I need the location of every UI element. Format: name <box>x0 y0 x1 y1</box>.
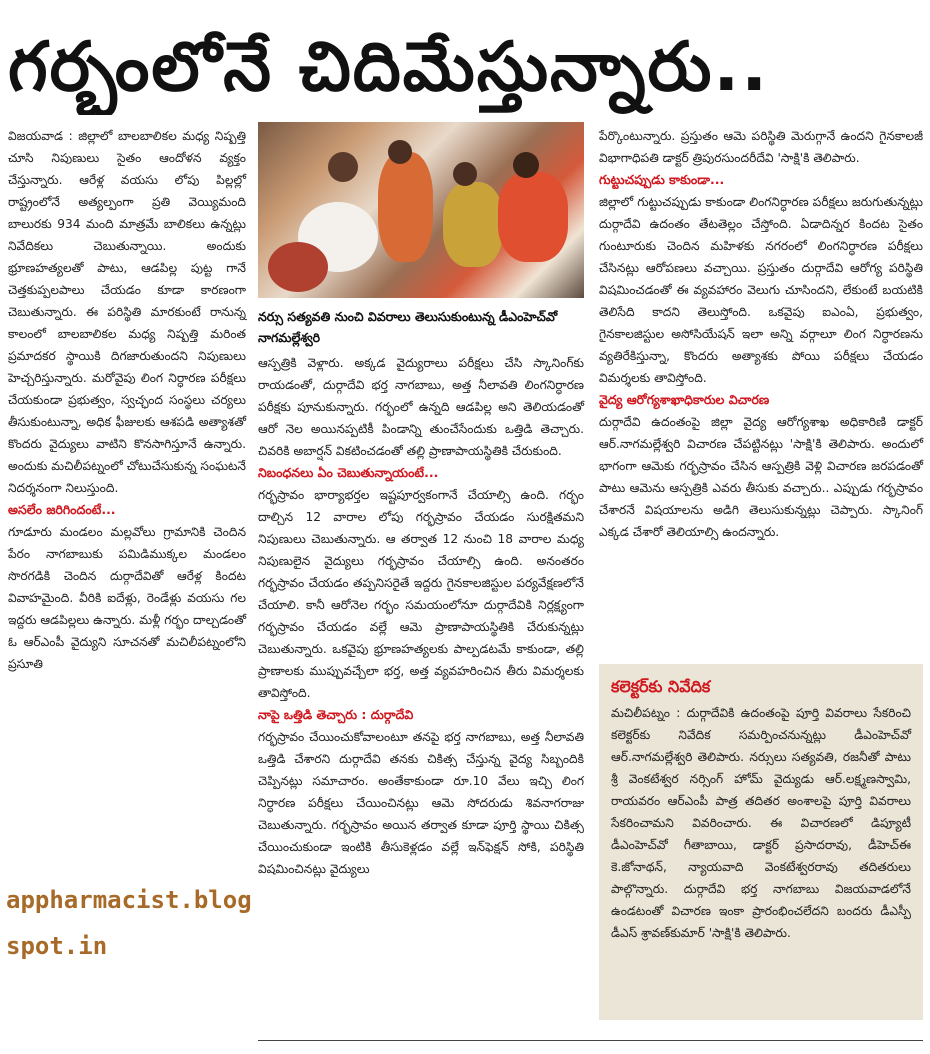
right-para-3: దుర్గాదేవి ఉదంతంపై జిల్లా వైద్య ఆరోగ్యశాఖ అధికారిణి డాక్టర్ ఆర్.నాగమల్లేశ్వరి విచారణ చేపట్టినట్లు 'సాక్షి'కి తెలిపారు. అందులో భాగంగా ఆమెకు గర్భస్రావం చేసిన ఆస్పత్రికి వెళ్లి విచారణ జరపడంతో పాటు ఆమెను ఆస్పత్రికి ఎవరు తీసుకు వచ్చారు.. ఎప్పుడు గర్భస్రావం చేశారనే విషయాలను అడిగి తెలుసుకున్నట్లు చెప్పారు. స్కానింగ్ ఎక్కడ చేశారో తెలియాల్సి ఉందన్నారు. <box>599 415 923 539</box>
news-photo <box>258 122 584 298</box>
middle-subhead-1: నిబంధనలు ఏం చెబుతున్నాయంటే... <box>258 465 439 480</box>
middle-para-1: ఆస్పత్రికి వెళ్లారు. అక్కడ వైద్యురాలు పరీక్షలు చేసి స్కానింగ్‌కు రాయడంతో, దుర్గాదేవి భర్త నాగబాబు, అత్త నీలావతి లింగనిర్ధారణ పరీక్షకు పూనుకున్నారు. గర్భంలో ఉన్నది ఆడపిల్ల అని తెలియడంతో ఆరో నెల అయినప్పటికీ పిండాన్ని తుంచేసేందుకు ఒత్తిడి తెచ్చారు. చివరికి అబార్షన్ వికటించడంతో తల్లి ప్రాణాపాయస్థితికి చేరుకుంది. <box>258 356 584 458</box>
photo-caption: నర్సు సత్యవతి నుంచి వివరాలు తెలుసుకుంటున్న డీఎంహెచ్‌వో నాగమల్లేశ్వరి <box>258 309 558 345</box>
right-para-1: పేర్కొంటున్నారు. ప్రస్తుతం ఆమె పరిస్థితి మెరుగ్గానే ఉందని గైనకాలజీ విభాగాధిపతి డాక్టర్ త్రిపురసుందరీదేవి 'సాక్షి'కి తెలిపారు. <box>599 129 923 165</box>
right-column <box>599 125 923 543</box>
bottom-rule <box>258 1040 923 1041</box>
right-subhead-1: గుట్టుచప్పుడు కాకుండా... <box>599 172 725 187</box>
headline: గర్భంలోనే చిదిమేస్తున్నారు.. <box>8 28 770 107</box>
left-column <box>8 125 246 675</box>
middle-column <box>258 352 584 880</box>
box-body: మచిలీపట్నం : దుర్గాదేవికి ఉదంతంపై పూర్తి వివరాలు సేకరించి కలెక్టర్‌కు నివేదిక సమర్పించనున్నట్లు డీఎంహెచ్‌వో ఆర్.నాగమల్లేశ్వరి తెలిపారు. నర్సులు సత్యవతి, రజనీతో పాటు శ్రీ వెంకటేశ్వర నర్సింగ్ హోమ్ వైద్యుడు ఆర్.లక్ష్మణస్వామి, రాయవరం ఆర్ఎంపీ పాత్ర తదితర అంశాలపై పూర్తి వివరాలు సేకరించామని వివరించారు. ఈ విచారణలో డిప్యూటీ డీఎంహెచ్‌వో గీతాబాయి, డాక్టర్ ప్రసాదరావు, డీహెచ్ఈ కె.జోనాథన్, న్యాయవాది వెంకటేశ్వరరావు తదితరులు పాల్గొన్నారు. దుర్గాదేవి భర్త నాగబాబు విజయవాడలోనే ఉండటంతో విచారణ ఇంకా ప్రారంభించలేదని బందరు డీఎస్పీ డీఎస్ శ్రావణ్‌కుమార్ 'సాక్షి'కి తెలిపారు. <box>611 706 911 940</box>
left-para-2: గూడూరు మండలం మల్లవోలు గ్రామానికి చెందిన పేరం నాగబాబుకు పమిడిముక్కల మండలం సొరగడికి చెందిన దుర్గాదేవితో ఆరేళ్ల కిందట వివాహమైంది. వీరికి ఐదేళ్లు, రెండేళ్లు వయసు గల ఇద్దరు ఆడపిల్లలు ఉన్నారు. మళ్లీ గర్భం దాల్చడంతో ఓ ఆర్ఎంపీ వైద్యుని సూచనతో మచిలీపట్నంలోని ప్రసూతి <box>8 525 246 671</box>
right-subhead-2: వైద్య ఆరోగ్యశాఖాధికారుల విచారణ <box>599 392 770 407</box>
left-para-1: విజయవాడ : జిల్లాలో బాలబాలికల మధ్య నిష్పత్తి చూసి నిపుణులు సైతం ఆందోళన వ్యక్తం చేస్తున్నారు. ఆరేళ్ల వయసు లోపు పిల్లల్లో రాష్ట్రంలోనే అత్యల్పంగా ప్రతి వెయ్యిమంది బాలురకు 934 మంది మాత్రమే బాలికలు ఉన్నట్లు నివేదికలు చెబుతున్నాయి. అందుకు భ్రూణహత్యలతో పాటు, ఆడపిల్ల పుట్ట గానే చెత్తకుప్పలపాలు చేయడం కూడా కారణంగా చెబుతున్నారు. ఈ పరిస్థితి మారకుంటే రానున్న కాలంలో బాలబాలికల మధ్య నిష్పత్తి మరింత ప్రమాదకర స్థాయికి దిగజారుతుందని నిపుణులు హెచ్చరిస్తున్నారు. మరోవైపు లింగ నిర్ధారణ పరీక్షలు చేయకుండా ప్రభుత్వం, స్వచ్ఛంద సంస్థలు చర్యలు తీసుకుంటున్నా, అధిక ఫీజులకు ఆశపడి అత్యాశతో కొందరు వైద్యులు వాటిని కొనసాగిస్తూనే ఉన్నారు. అందుకు మచిలీపట్నంలో చోటుచేసుకున్న సంఘటనే నిదర్శనంగా నిలుస్తుంది. <box>8 129 246 495</box>
middle-para-3: గర్భస్రావం చేయించుకోవాలంటూ తనపై భర్త నాగబాబు, అత్త నీలావతి ఒత్తిడి చేశారని దుర్గాదేవి తనకు చికిత్స చేస్తున్న వైద్య సిబ్బందికి చెప్పినట్లు సమాచారం. అంతేకాకుండా రూ.10 వేలు ఇచ్చి లింగ నిర్ధారణ పరీక్షలు చేయించినట్లు ఆమె సోదరుడు శివనాగరాజు చెబుతున్నారు. గర్భస్రావం అయిన తర్వాత కూడా పూర్తి స్థాయి చికిత్స చేయించుకుండా ఇంటికి తీసుకెళ్లడం వల్లే ఇన్‌ఫెక్షన్ సోకి, పరిస్థితి విషమించినట్లు వైద్యులు <box>258 730 584 876</box>
watermark-line-2: spot.in <box>6 932 108 960</box>
collector-report-box <box>599 664 923 1020</box>
watermark-line-1: appharmacist.blog <box>6 886 252 914</box>
box-title: కలెక్టర్‌కు నివేదిక <box>611 677 711 696</box>
middle-para-2: గర్భస్రావం భార్యాభర్తల ఇష్టపూర్వకంగానే చేయాల్సి ఉంది. గర్భం దాల్చిన 12 వారాల లోపు గర్భస్రావం చేయడం సురక్షితమని నిపుణులు చెబుతున్నారు. ఆ తర్వాత 12 నుంచి 18 వారాల మధ్య నిపుణులైన వైద్యులు గర్భస్రావం చేయాల్సి ఉంది. అనంతరం గర్భస్రావం చేయడం తప్పనిసరైతే ఇద్దరు గైనకాలజిస్టుల పర్యవేక్షణలోనే చేయాలి. కానీ ఆరోనెల గర్భం సమయంలోనూ దుర్గాదేవికి నిర్లక్ష్యంగా గర్భస్రావం చేయడం వల్లే ఆమె ప్రాణాపాయస్థితికి చేరుకున్నట్లు చెబుతున్నారు. ఒకవైపు భ్రూణహత్యలకు పాల్పడటమే కాకుండా, తల్లి ప్రాణాలకు ముప్పువచ్చేలా భర్త, అత్త వ్యవహరించిన తీరు విమర్శలకు తావిస్తోంది. <box>258 488 584 700</box>
left-subhead: అసలేం జరిగిందంటే... <box>8 502 116 517</box>
middle-subhead-2: నాపై ఒత్తిడి తెచ్చారు : దుర్గాదేవి <box>258 707 414 722</box>
right-para-2: జిల్లాలో గుట్టుచప్పుడు కాకుండా లింగనిర్ధారణ పరీక్షలు జరుగుతున్నట్లు దుర్గాదేవి ఉదంతం తేటతెల్లం చేస్తోంది. ఏడాదిన్నర కిందట సైతం గుంటూరుకు చెందిన మహిళకు నగరంలో లింగనిర్ధారణ పరీక్షలు చేసినట్లు ఆరోపణలు వచ్చాయి. ప్రస్తుతం దుర్గాదేవి ఆరోగ్య పరిస్థితి విషమించడంతో ఈ వ్యవహారం వెలుగు చూసిందని, లేకుంటే బయటికి తెలిసేది కాదని తెలుస్తోంది. ఒకవైపు ఐఎంఏ, ప్రభుత్వం, గైనకాలజిస్టుల అసోసియేషన్ ఇలా అన్ని వర్గాలూ లింగ నిర్ధారణను వ్యతిరేకిస్తున్నా, కొందరు అత్యాశకు పోయి పరీక్షలు చేయడం విమర్శలకు తావిస్తోంది. <box>599 195 923 385</box>
